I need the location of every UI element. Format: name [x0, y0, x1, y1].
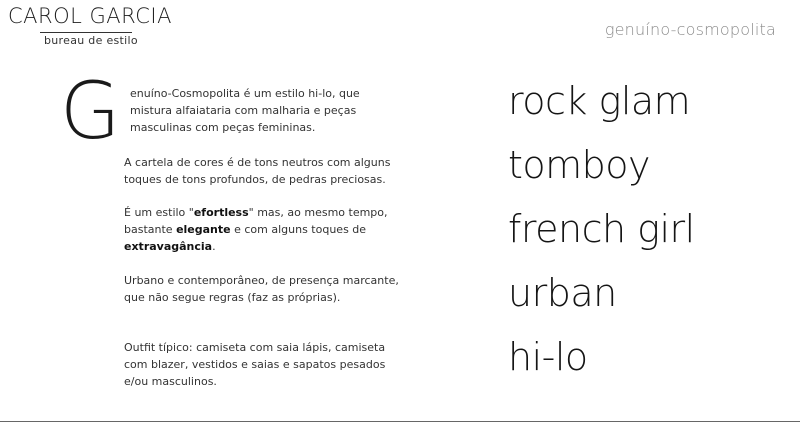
- style-keyword: urban: [508, 271, 617, 315]
- logo-divider: [40, 32, 132, 33]
- outfit-paragraph: Outfit típico: camiseta com saia lápis, camiseta com blazer, vestidos e saias e sapatos pesados e/ou masculinos.: [124, 341, 386, 388]
- brand-tagline: bureau de estilo: [44, 34, 138, 47]
- effortless-bold: efortless: [193, 206, 249, 219]
- effortless-text-2: " mas, ao mesmo tempo, bastante: [124, 206, 388, 236]
- style-keyword: hi-lo: [508, 335, 588, 379]
- intro-paragraph: enuíno-Cosmopolita é um estilo hi-lo, que mistura alfaiataria com malharia e peças masculinas com peças femininas.: [130, 87, 360, 134]
- bottom-divider: [0, 421, 800, 422]
- elegante-bold: elegante: [176, 223, 231, 236]
- drop-cap: G: [60, 67, 121, 157]
- effortless-text-4: .: [212, 240, 216, 253]
- effortless-text-3: e com alguns toques de: [230, 223, 367, 236]
- urban-paragraph: Urbano e contemporâneo, de presença marcante, que não segue regras (faz as próprias).: [124, 274, 399, 304]
- brand-name: CAROL GARCIA: [8, 4, 172, 28]
- page-tag: genuíno-cosmopolita: [604, 20, 776, 39]
- effortless-text-1: É um estilo ": [124, 206, 194, 219]
- colors-paragraph: A cartela de cores é de tons neutros com alguns toques de tons profundos, de pedras preciosas.: [124, 156, 391, 186]
- brand-logo: [8, 2, 172, 47]
- effortless-paragraph: [124, 204, 404, 255]
- style-keyword: french girl: [508, 207, 695, 251]
- style-keyword-list: [508, 76, 695, 396]
- extravagancia-bold: extravagância: [124, 240, 213, 253]
- style-keyword: rock glam: [508, 79, 691, 123]
- style-keyword: tomboy: [508, 143, 651, 187]
